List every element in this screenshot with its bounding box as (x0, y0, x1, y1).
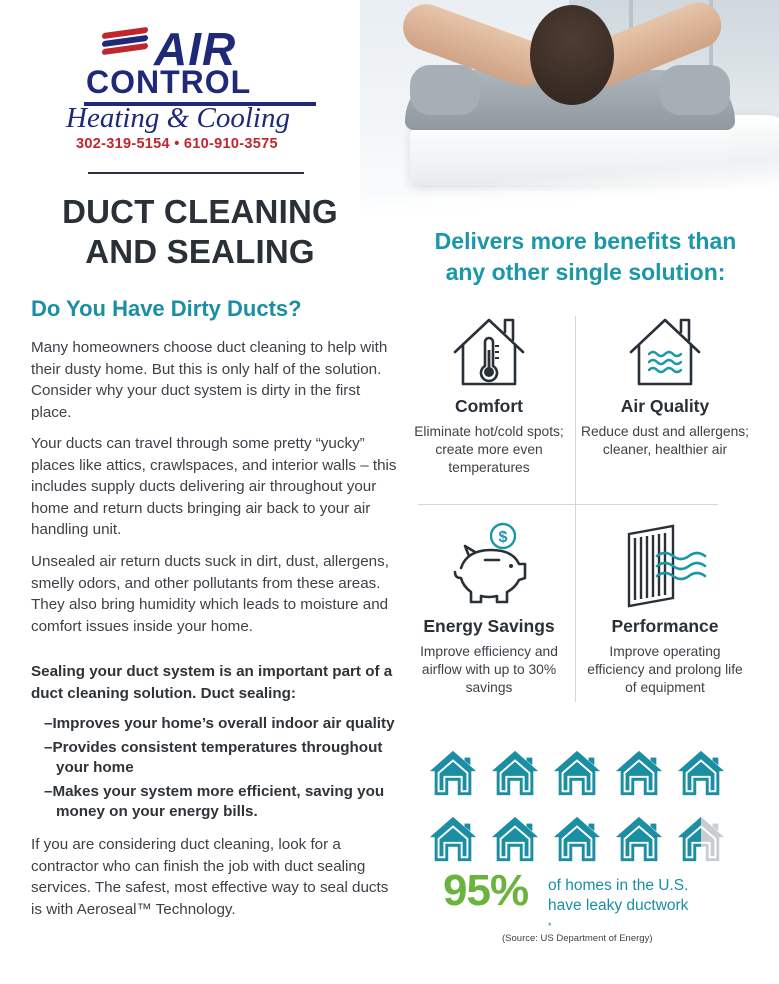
house-icon (676, 748, 726, 798)
benefit-title: Performance (611, 616, 719, 636)
paragraph-unsealed: Unsealed air return ducts suck in dirt, dust, allergens, smelly odors, and other pollutants from these areas. They also bring humidity which leads to moisture and comfort issues inside your home. (31, 553, 389, 635)
house-icon (490, 814, 540, 864)
grid-divider-vertical (575, 316, 576, 702)
benefit-description: Improve efficiency and airflow with up to 30% savings (420, 644, 558, 695)
air-waves-house-icon (625, 314, 705, 390)
bullet-item: –Makes your system more efficient, saving you money on your energy bills. (44, 783, 385, 820)
main-title: DUCT CLEANING AND SEALING (62, 193, 338, 270)
benefit-title: Air Quality (620, 396, 710, 416)
benefit-performance (580, 520, 750, 697)
house-icon (614, 814, 664, 864)
benefit-comfort (404, 314, 574, 477)
logo-name-line2: CONTROL (86, 64, 252, 100)
house-icon (428, 748, 478, 798)
logo-tagline: Heating & Cooling (66, 102, 290, 134)
house-icon (428, 814, 478, 864)
sub-heading: Do You Have Dirty Ducts? (31, 296, 302, 321)
source-citation: (Source: US Department of Energy) (502, 933, 653, 944)
leaky-homes-infographic (428, 748, 733, 873)
air-vent-icon (617, 520, 713, 610)
svg-text:$: $ (498, 529, 508, 546)
paragraph-sealing-lead: Sealing your duct system is an important part of a duct cleaning solution. Duct sealing: (31, 663, 393, 702)
benefit-description: Reduce dust and allergens; cleaner, healthier air (581, 424, 749, 457)
benefit-description: Eliminate hot/cold spots; create more even temperatures (414, 424, 564, 475)
divider (88, 172, 304, 174)
benefit-air-quality (580, 314, 750, 459)
house-icon (552, 814, 602, 864)
logo-name-line1: AIR (154, 23, 237, 75)
paragraph-intro: Many homeowners choose duct cleaning to help with their dusty home. But this is only half of the solution. Consider why your duct system is dirty in the first place. (31, 339, 388, 421)
grid-divider-horizontal (418, 504, 718, 505)
flag-stripes-icon (102, 28, 148, 56)
bullet-item: –Improves your home’s overall indoor air quality (44, 715, 395, 732)
stat-description: of homes in the U.S. have leaky ductwork * (548, 877, 689, 931)
benefit-title: Comfort (454, 396, 524, 416)
house-icon (676, 814, 726, 864)
house-icon (490, 748, 540, 798)
house-icon (552, 748, 602, 798)
hero-photo (360, 0, 779, 215)
thermometer-house-icon (449, 314, 529, 390)
phone-numbers: 302-319-5154 • 610-910-3575 (76, 136, 278, 152)
house-icon (614, 748, 664, 798)
stat-percentage: 95% (443, 866, 529, 915)
paragraph-ducts-travel: Your ducts can travel through some pretty “yucky” places like attics, crawlspaces, and interior walls – this includes supply ducts delivering air throughout your home and return ducts bringing air back to your air handling unit. (31, 435, 397, 538)
benefit-bullet-list (44, 714, 404, 826)
benefit-description: Improve operating efficiency and prolong life of equipment (587, 644, 743, 695)
piggy-bank-icon (441, 520, 537, 610)
paragraph-aeroseal: If you are considering duct cleaning, look for a contractor who can finish the job with duct sealing services. The safest, most effective way to seal ducts is with Aeroseal™ Technology. (31, 836, 389, 918)
bullet-item: –Provides consistent temperatures throughout your home (44, 739, 383, 776)
benefits-title: Delivers more benefits than any other single solution: (434, 228, 737, 285)
benefit-energy-savings (404, 520, 574, 697)
benefit-title: Energy Savings (423, 616, 555, 636)
company-logo (64, 20, 344, 160)
